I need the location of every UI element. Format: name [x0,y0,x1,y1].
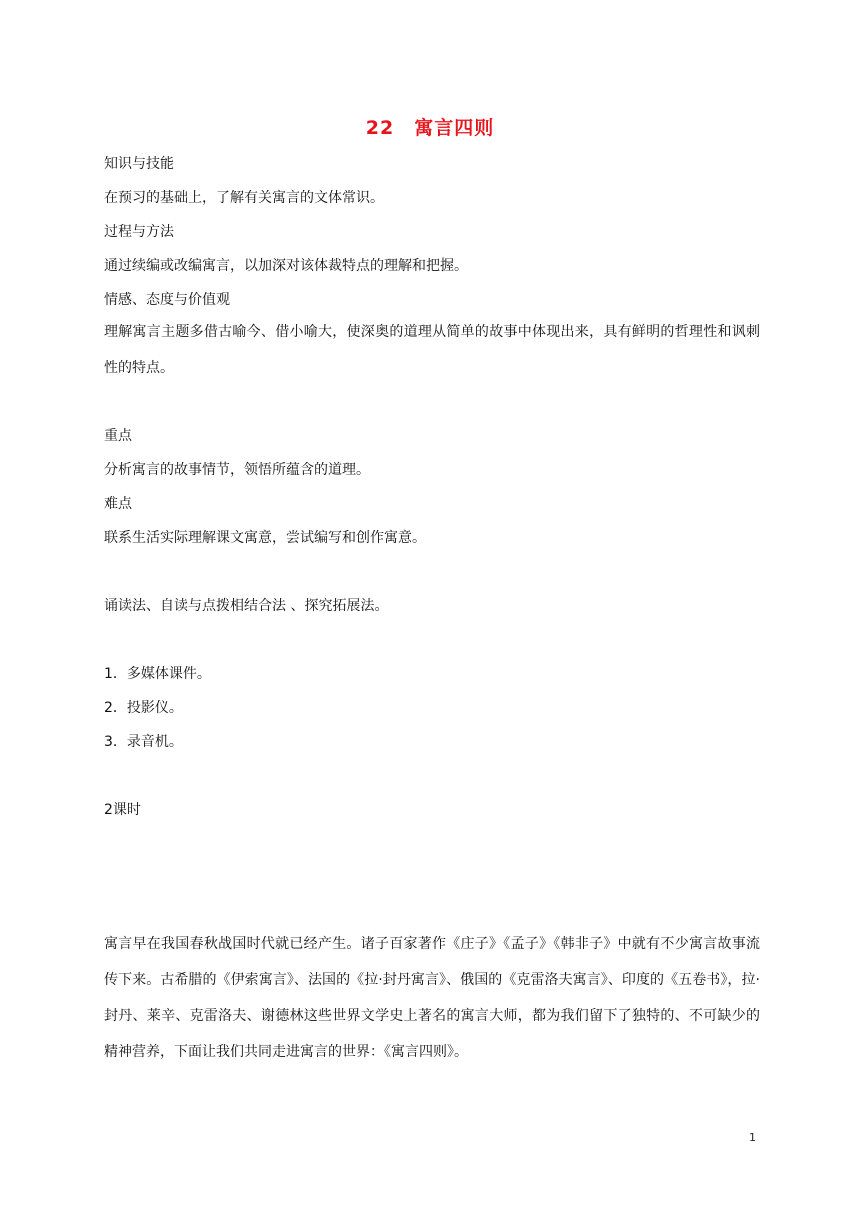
key-point-heading: 重点 [104,428,132,444]
lesson-duration: 2课时 [104,802,141,818]
emotion-heading: 情感、态度与价值观 [104,292,230,308]
difficulty-text: 联系生活实际理解课文寓意，尝试编写和创作寓意。 [104,530,426,546]
page-title: 22 寓言四则 [365,117,495,139]
material-item-1: 1．多媒体课件。 [104,666,211,682]
teaching-methods: 诵读法、自读与点拨相结合法 、探究拓展法。 [104,598,389,614]
material-item-2-label: 2．投影仪。 [104,700,183,716]
material-item-3: 3．录音机。 [104,734,183,750]
process-text: 通过续编或改编寓言，以加深对该体裁特点的理解和把握。 [104,258,468,274]
intro-paragraph: 寓言早在我国春秋战国时代就已经产生。诸子百家著作《庄子》《孟子》《韩非子》中就有不少寓言故事流传下来。古希腊的《伊索寓言》、法国的《拉·封丹寓言》、俄国的《克雷洛夫寓言》、印度的《五卷书》，拉·封丹、莱辛、克雷洛夫、谢德林这些世界文学史上著名的寓言大师，都为我们留下了独特的、不可缺少的精神营养，下面让我们共同走进寓言的世界：《寓言四则》。 [104,936,760,1060]
material-item-2 [104,698,764,718]
knowledge-text: 在预习的基础上，了解有关寓言的文体常识。 [104,190,384,206]
key-point-text: 分析寓言的故事情节，领悟所蕴含的道理。 [104,462,370,478]
difficulty-heading: 难点 [104,496,132,512]
page-number: 1 [749,1131,756,1144]
knowledge-heading: 知识与技能 [104,156,174,172]
process-heading: 过程与方法 [104,224,174,240]
emotion-text: 理解寓言主题多借古喻今、借小喻大，使深奥的道理从简单的故事中体现出来，具有鲜明的哲理性和讽刺性的特点。 [104,324,760,376]
